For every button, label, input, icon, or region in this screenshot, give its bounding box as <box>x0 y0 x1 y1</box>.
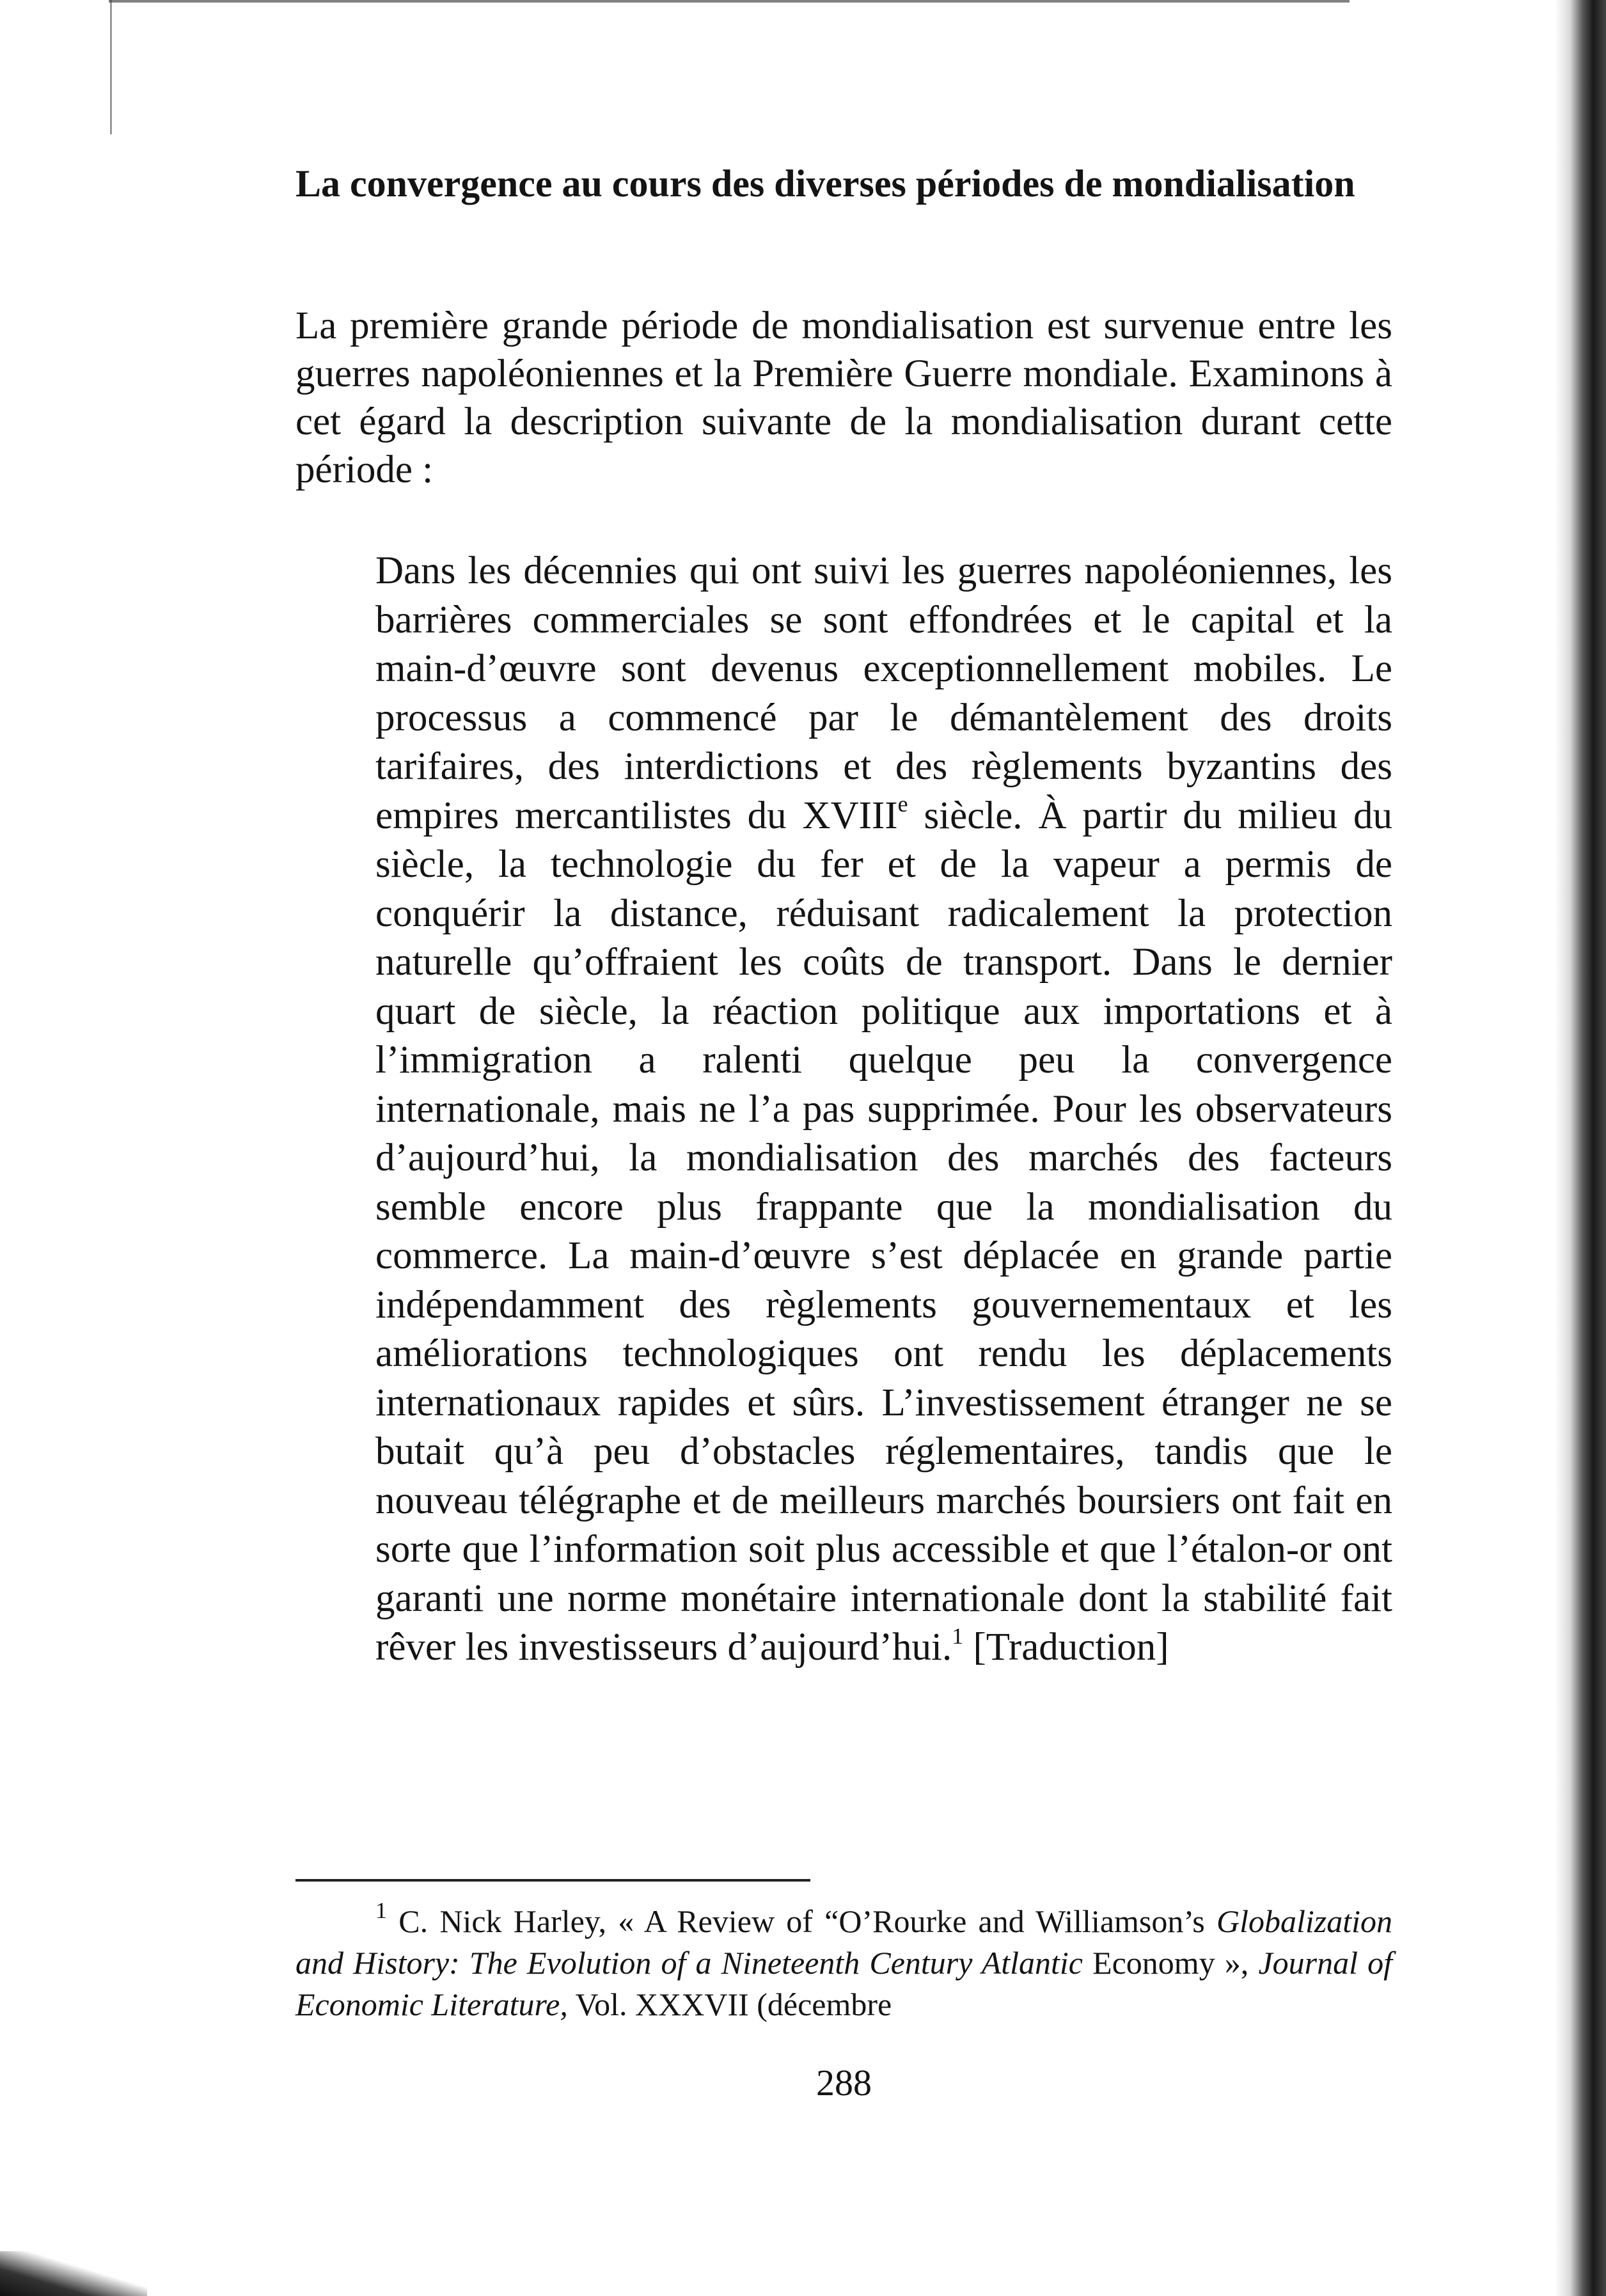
block-quote <box>375 547 1392 1672</box>
footnote-marker: 1 <box>375 1898 387 1924</box>
scan-edge-left <box>110 0 112 134</box>
footnote-text-2: Economy », <box>1082 1945 1259 1981</box>
section-heading: La convergence au cours des diverses périodes de mondialisation <box>295 162 1355 205</box>
page-number: 288 <box>816 2062 872 2103</box>
scan-edge-top <box>109 0 1350 3</box>
footnote-book-title: Globalization and History: The Evolution of a Nineteenth Century Atlantic <box>295 1903 1392 1981</box>
intro-paragraph: La première grande période de mondialisation est survenue entre les guerres napoléoniennes et la Première Guerre mondiale. Examinons à cet égard la description suivante de la mondialisation durant cette période : <box>295 304 1392 491</box>
century-superscript: e <box>897 791 908 817</box>
footnote-text: C. Nick Harley, « A Review of “O’Rourke and Williamson’s <box>387 1903 1216 1939</box>
quote-text: Dans les décennies qui ont suivi les guerres napoléoniennes, les barrières commerciales se sont effondrées et le capital et la main-d’œuvre sont devenus exceptionnellement mobiles. Le processus a commencé par le démantèlement des droits tarifaires, des interdictions et des règlements byzantins des empires mercantilistes du XVIII <box>375 549 1392 837</box>
footnote-reference[interactable]: 1 <box>952 1623 964 1649</box>
quote-text-continued: siècle. À partir du milieu du siècle, la technologie du fer et de la vapeur a permis de conquérir la distance, réduisant radicalement la protection naturelle qu’offraient les coûts de transport. Dans le dernier quart de siècle, la réaction politique aux importations et à l’immigration a ralenti quelque peu la convergence internationale, mais ne l’a pas supprimée. Pour les observateurs d’aujourd’hui, la mondialisation des marchés des facteurs semble encore plus frappante que la mondialisation du commerce. La main-d’œuvre s’est déplacée en grande partie indépendamment des règlements gouvernementaux et les améliorations technologiques ont rendu les déplacements internationaux rapides et sûrs. L’investissement étranger ne se butait qu’à peu d’obstacles réglementaires, tandis que le nouveau télégraphe et de meilleurs marchés boursiers ont fait en sorte que l’information soit plus accessible et que l’étalon-or ont garanti une norme monétaire internationale dont la stabilité fait rêver les investisseurs d’aujourd’hui. <box>375 794 1392 1669</box>
footnote-text-3: Vol. XXXVII (décembre <box>567 1986 892 2022</box>
scan-corner-shadow <box>0 2251 147 2296</box>
page-binding-shadow <box>1555 0 1606 2296</box>
translation-note: [Traduction] <box>963 1626 1169 1669</box>
footnote <box>295 1898 1392 2025</box>
footnote-journal-title: Journal of Economic Literature, <box>295 1945 1392 2022</box>
footnote-separator <box>295 1879 810 1882</box>
